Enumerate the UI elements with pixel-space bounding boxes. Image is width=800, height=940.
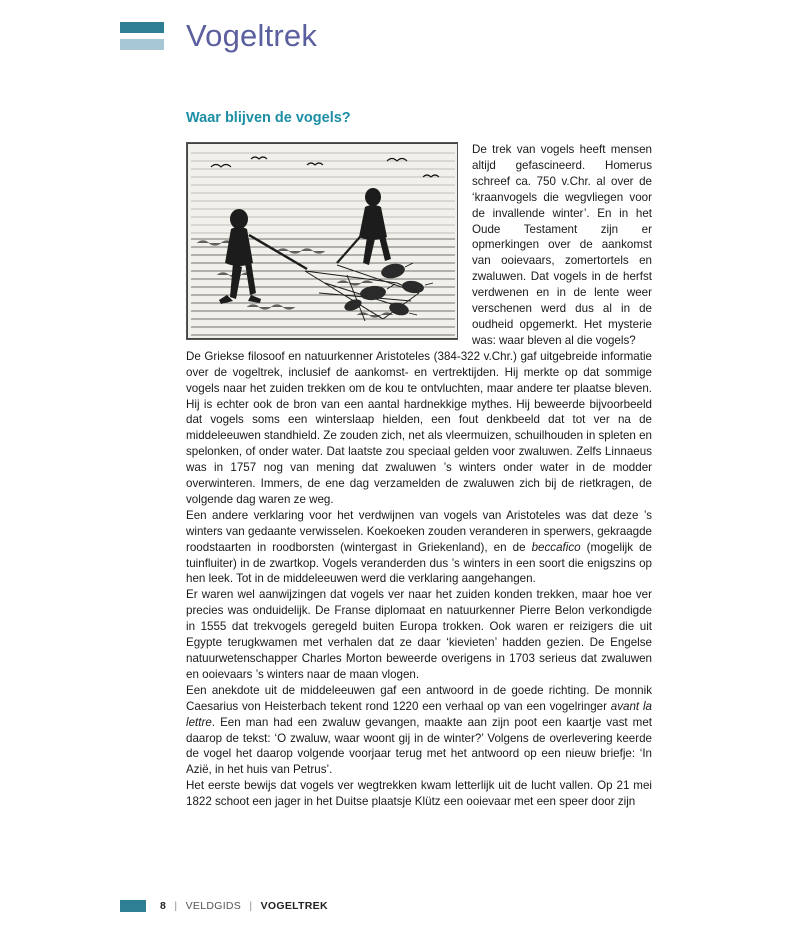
page-number: 8 <box>160 900 167 912</box>
page-title: Vogeltrek <box>186 18 318 53</box>
page-header <box>120 18 740 92</box>
footer-separator-1: | <box>174 900 178 912</box>
footer-accent-bar <box>120 900 146 912</box>
paragraph-3: Een andere verklaring voor het verdwijnen van vogels van Aristoteles was dat deze ’s winters van gedaante verwisselen. Koekoeken zouden veranderen in sperwers, gekraagde roodstaarten in roodborsten (wintergast in Griekenland), en de beccafico (mogelijk de tuinfluiter) in de zwartkop. Vogels veranderden dus ’s winters in een soort die enigszins op hen leek. Tot in de middeleeuwen werd die verklaring aangehangen. <box>186 508 652 586</box>
paragraph-5: Een anekdote uit de middeleeuwen gaf een antwoord in de goede richting. De monnik Caesarius von Heisterbach tekent rond 1220 een verhaal op van een vogelringer avant la lettre. Een man had een zwaluw gevangen, maakte aan zijn poot een kaartje vast met daarop de tekst: ‘O zwaluw, waar woont gij in de winter?’ Volgens de overlevering keerde de vogel het daarop volgende voorjaar terug met het antwoord op een nieuw briefje: ‘In Azië, in het huis van Petrus’. <box>186 683 652 777</box>
footer-separator-2: | <box>249 900 253 912</box>
section-heading: Waar blijven de vogels? <box>186 110 351 126</box>
footer-text <box>160 900 328 912</box>
footer-book-label: VELDGIDS <box>185 900 242 912</box>
paragraph-4: Er waren wel aanwijzingen dat vogels ver naar het zuiden konden trekken, maar hoe ver precies was onduidelijk. De Franse diplomaat en natuurkenner Pierre Belon verkondigde in 1555 dat trekvogels geregeld buiten Europa trokken. Ook waren er reizigers die uit Egypte terugkwamen met verhalen dat ze daar ‘kievieten’ hadden gezien. De Engelse natuurwetenschapper Charles Morton beweerde overigens in 1703 serieus dat zwaluwen en ooievaars ’s winters naar de maan vlogen. <box>186 588 652 681</box>
woodcut-illustration-birds-net <box>186 142 458 340</box>
accent-bar-dark <box>120 22 164 33</box>
header-accent-bars <box>120 22 164 56</box>
paragraph-6: Het eerste bewijs dat vogels ver wegtrekken kwam letterlijk uit de lucht vallen. Op 21 mei 1822 schoot een jager in het Duitse plaatsje Klütz een ooievaar met een speer door zijn <box>186 779 652 809</box>
accent-bar-light <box>120 39 164 50</box>
paragraph-2: De Griekse filosoof en natuurkenner Aristoteles (384-322 v.Chr.) gaf uitgebreide informatie over de vogeltrek, inclusief de aankomst- en vertrektijden. Hij merkte op dat sommige vogels naar het zuiden trekken om de kou te ontvluchten, maar andere ter plaatse bleven. Hij is echter ook de bron van een aantal hardnekkige mythes. Hij beweerde bijvoorbeeld dat vogels soms een winterslaap hielden, een fout denkbeeld dat tot ver na de middeleeuwen standhield. Ze zouden zich, net als vleermuizen, schuilhouden in spleten en spelonken, of onder water. Dat laatste zou speciaal gelden voor zwaluwen. Zelfs Linnaeus was in 1757 nog van mening dat zwaluwen ’s winters onder water in de modder overwinteren. Immers, de ene dag verzamelden de zwaluwen zich bij de rietkragen, de volgende dag waren ze weg. <box>186 349 652 506</box>
main-content <box>186 110 652 810</box>
woodcut-illustration-graphic <box>187 143 458 339</box>
paragraph-1: De trek van vogels heeft mensen altijd gefascineerd. Homerus schreef ca. 750 v.Chr. al over de ‘kraanvogels die wegvliegen voor de invallende winter’. En in het Oude Testament zijn er opmerkingen over de aankomst van ooievaars, zomertortels en zwaluwen. Dat vogels in de herfst verdwenen en in de lente weer verschenen werd dus al in de oudheid opgemerkt. Het mysterie was: waar bleven al die vogels? <box>472 143 652 347</box>
page-footer <box>120 900 680 912</box>
footer-chapter-label: VOGELTREK <box>260 900 328 912</box>
